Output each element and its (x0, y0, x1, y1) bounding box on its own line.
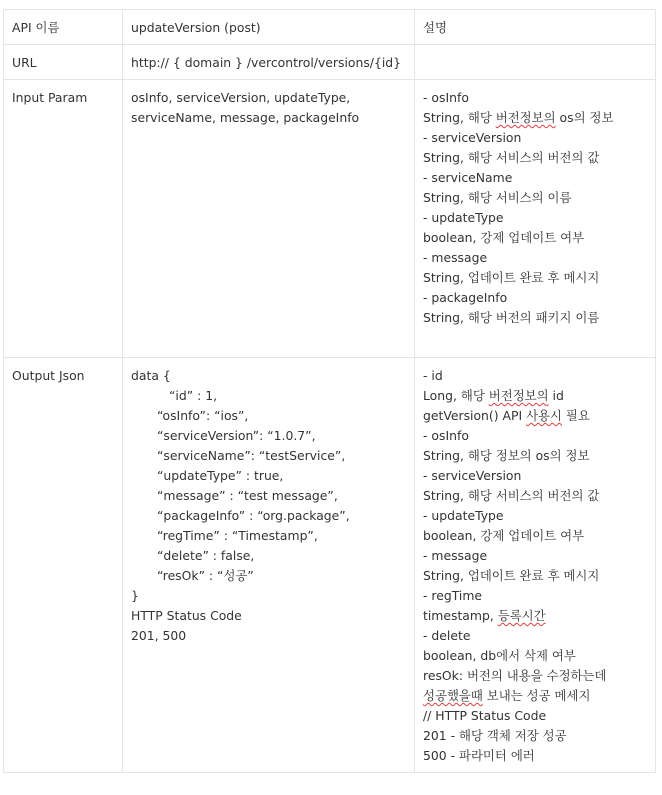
desc-line: String, 해당 서비스의 버전의 값 (423, 488, 600, 503)
json-line: “updateType” : true, (157, 468, 284, 483)
desc-line: boolean, db에서 삭제 여부 (423, 648, 576, 663)
input-param-line: osInfo, serviceVersion, updateType, (131, 90, 351, 105)
desc-line: - id (423, 368, 443, 383)
table-row (4, 10, 656, 45)
desc-line: String, 해당 버전정보의 os의 정보 (423, 110, 614, 125)
table-row (4, 80, 656, 358)
api-name-value: updateVersion (post) (123, 10, 415, 45)
output-json-description (415, 358, 656, 773)
desc-line: // HTTP Status Code (423, 708, 547, 723)
input-param-description (415, 80, 656, 358)
input-param-line: serviceName, message, packageInfo (131, 110, 360, 125)
json-line: “resOk” : “성공” (157, 568, 254, 583)
desc-line: String, 업데이트 완료 후 메시지 (423, 568, 600, 583)
input-param-label: Input Param (4, 80, 123, 358)
desc-line: String, 해당 서비스의 버전의 값 (423, 150, 600, 165)
json-line: “message” : “test message”, (157, 488, 338, 503)
input-param-list (123, 80, 415, 358)
desc-line: - message (423, 250, 488, 265)
status-code-values: 201, 500 (131, 628, 187, 643)
desc-line: - updateType (423, 210, 504, 225)
table-row (4, 45, 656, 80)
desc-line: boolean, 강제 업데이트 여부 (423, 230, 585, 245)
output-json-label: Output Json (4, 358, 123, 773)
desc-line: resOk: 버전의 내용을 수정하는데 (423, 668, 607, 683)
json-line: “serviceName”: “testService”, (157, 448, 346, 463)
table-row (4, 358, 656, 773)
json-line: “packageInfo” : “org.package”, (157, 508, 350, 523)
api-spec-table (3, 9, 656, 773)
url-label: URL (4, 45, 123, 80)
json-line: “delete” : false, (157, 548, 255, 563)
desc-line: - regTime (423, 588, 483, 603)
desc-line: timestamp, 등록시간 (423, 608, 546, 623)
json-line: “osInfo”: “ios”, (157, 408, 249, 423)
json-line: data { (131, 368, 171, 383)
json-line: “serviceVersion”: “1.0.7”, (157, 428, 316, 443)
api-name-label: API 이름 (4, 10, 123, 45)
desc-line: String, 해당 버전의 패키지 이름 (423, 310, 600, 325)
desc-line: - osInfo (423, 428, 469, 443)
url-description (415, 45, 656, 80)
desc-line: - delete (423, 628, 471, 643)
desc-line: getVersion() API 사용시 필요 (423, 408, 590, 423)
desc-line: - osInfo (423, 90, 469, 105)
desc-line: String, 해당 정보의 os의 정보 (423, 448, 590, 463)
desc-line: 500 - 파라미터 에러 (423, 748, 535, 763)
status-code-label: HTTP Status Code (131, 608, 242, 623)
desc-line: String, 해당 서비스의 이름 (423, 190, 572, 205)
json-line: “id” : 1, (169, 388, 218, 403)
json-line: } (131, 588, 139, 603)
desc-line: boolean, 강제 업데이트 여부 (423, 528, 585, 543)
desc-line: - updateType (423, 508, 504, 523)
desc-line: - serviceVersion (423, 130, 522, 145)
url-value: http:// { domain } /vercontrol/versions/{id} (123, 45, 415, 80)
desc-line: - serviceVersion (423, 468, 522, 483)
description-header: 설명 (415, 10, 656, 45)
desc-line: - serviceName (423, 170, 513, 185)
desc-line: - message (423, 548, 488, 563)
desc-line: String, 업데이트 완료 후 메시지 (423, 270, 600, 285)
desc-line: 성공했을때 보내는 성공 메세지 (423, 688, 591, 703)
json-line: “regTime” : “Timestamp”, (157, 528, 318, 543)
output-json-body (123, 358, 415, 773)
desc-line: - packageInfo (423, 290, 508, 305)
desc-line: Long, 해당 버전정보의 id (423, 388, 564, 403)
desc-line: 201 - 해당 객체 저장 성공 (423, 728, 567, 743)
